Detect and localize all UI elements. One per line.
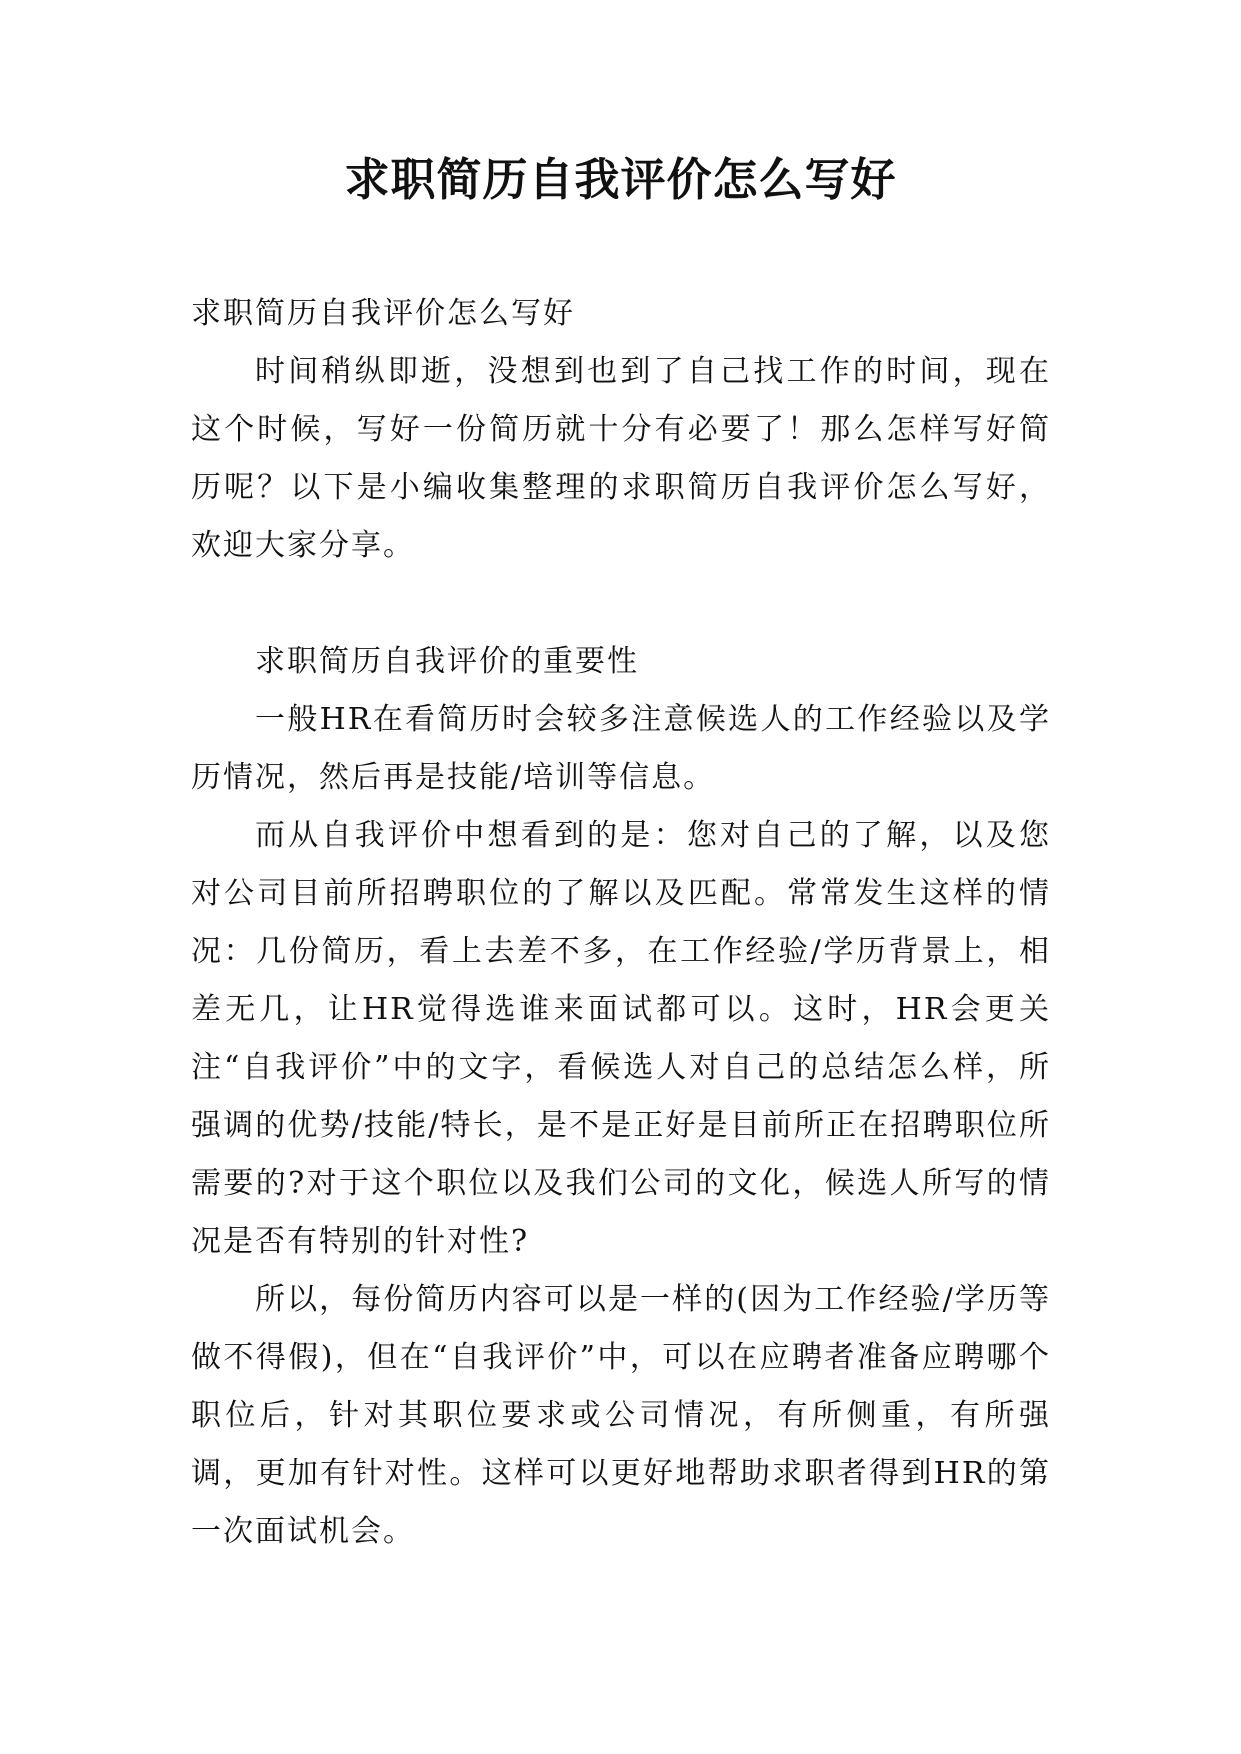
paragraph-spacer <box>191 575 1051 633</box>
body-paragraph: 而从自我评价中想看到的是：您对自己的了解，以及您对公司目前所招聘职位的了解以及匹配。常常发生这样的情况：几份简历，看上去差不多，在工作经验/学历背景上，相差无几，让HR觉得选谁来面试都可以。这时，HR会更关注“自我评价”中的文字，看候选人对自己的总结怎么样，所强调的优势/技能/特长，是不是正好是目前所正在招聘职位所需要的?对于这个职位以及我们公司的文化，候选人所写的情况是否有特别的针对性? <box>191 818 1051 1259</box>
body-paragraph: 一般HR在看简历时会较多注意候选人的工作经验以及学历情况，然后再是技能/培训等信息。 <box>191 702 1051 795</box>
document-body <box>191 285 1051 1561</box>
body-paragraph: 所以，每份简历内容可以是一样的(因为工作经验/学历等做不得假)，但在“自我评价”中，可以在应聘者准备应聘哪个职位后，针对其职位要求或公司情况，有所侧重，有所强调，更加有针对性。这样可以更好地帮助求职者得到HR的第一次面试机会。 <box>191 1282 1051 1549</box>
document-title: 求职简历自我评价怎么写好 <box>344 153 897 206</box>
intro-paragraph: 时间稍纵即逝，没想到也到了自己找工作的时间，现在这个时候，写好一份简历就十分有必要了！那么怎样写好简历呢？以下是小编收集整理的求职简历自我评价怎么写好，欢迎大家分享。 <box>191 354 1051 563</box>
subtitle-paragraph: 求职简历自我评价怎么写好 <box>191 296 575 331</box>
section-heading: 求职简历自我评价的重要性 <box>255 644 639 679</box>
